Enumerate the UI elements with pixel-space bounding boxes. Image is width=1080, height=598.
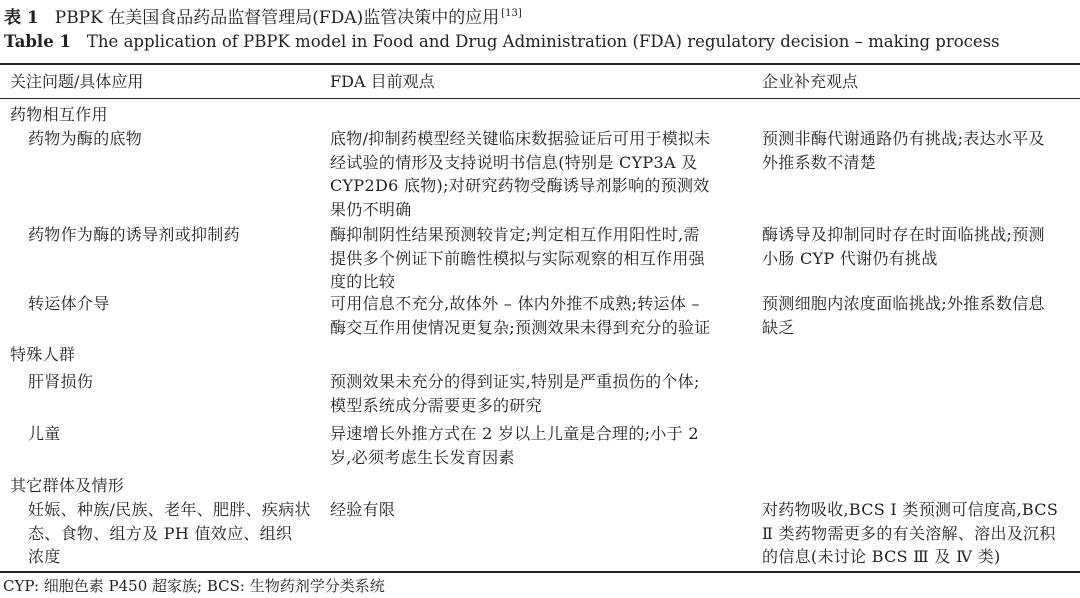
industry-line: 缺乏 bbox=[762, 317, 795, 337]
row-fda-view bbox=[330, 292, 750, 339]
row-fda-view bbox=[330, 370, 750, 417]
industry-line: Ⅱ 类药物需更多的有关溶解、溶出及沉积 bbox=[762, 523, 1056, 543]
industry-line: 预测细胞内浓度面临挑战;外推系数信息 bbox=[762, 294, 1045, 313]
table-caption-en bbox=[4, 30, 1000, 54]
fda-line: 模型系统成分需要更多的研究 bbox=[330, 395, 542, 415]
fda-line: 经验有限 bbox=[330, 500, 396, 519]
row-industry-view bbox=[762, 498, 1074, 569]
row-topic bbox=[28, 292, 110, 316]
row-fda-view bbox=[330, 498, 750, 522]
row-topic bbox=[28, 223, 240, 247]
row-topic bbox=[28, 498, 311, 569]
industry-line: 的信息(未讨论 BCS Ⅲ 及 Ⅳ 类) bbox=[762, 547, 1001, 566]
row-topic-line: 药物为酶的底物 bbox=[28, 129, 143, 148]
caption-en-label: Table 1 bbox=[4, 32, 71, 51]
fda-line: 酶交互作用使情况更复杂;预测效果未得到充分的验证 bbox=[330, 317, 711, 337]
row-topic bbox=[28, 370, 93, 394]
section-title: 其它群体及情形 bbox=[10, 476, 125, 495]
table-bottom-rule bbox=[0, 571, 1080, 573]
header-col-fda: FDA 目前观点 bbox=[330, 72, 435, 91]
fda-line: CYP2D6 底物);对研究药物受酶诱导剂影响的预测效 bbox=[330, 176, 710, 195]
caption-reference: [13] bbox=[501, 8, 522, 19]
header-col-industry: 企业补充观点 bbox=[762, 72, 859, 91]
fda-line: 底物/抑制药模型经关键临床数据验证后可用于模拟未 bbox=[330, 129, 711, 148]
fda-line: 预测效果未充分的得到证实,特别是严重损伤的个体; bbox=[330, 372, 700, 391]
industry-line: 外推系数不清楚 bbox=[762, 152, 877, 172]
fda-line: 果仍不明确 bbox=[330, 199, 412, 219]
fda-line: 可用信息不充分,故体外 – 体内外推不成熟;转运体 – bbox=[330, 294, 700, 313]
section-title: 药物相互作用 bbox=[10, 105, 108, 124]
row-topic-line: 转运体介导 bbox=[28, 294, 110, 313]
row-topic-line: 儿童 bbox=[28, 424, 61, 443]
header-col-topic: 关注问题/具体应用 bbox=[10, 72, 144, 91]
caption-cn-label: 表 1 bbox=[4, 8, 39, 28]
table-footnote: CYP: 细胞色素 P450 超家族; BCS: 生物药剂学分类系统 bbox=[3, 577, 385, 595]
fda-line: 岁,必须考虑生长发育因素 bbox=[330, 447, 515, 467]
industry-line: 小肠 CYP 代谢仍有挑战 bbox=[762, 248, 938, 268]
row-topic-line: 肝肾损伤 bbox=[28, 372, 94, 391]
row-fda-view bbox=[330, 127, 750, 221]
row-industry-view bbox=[762, 127, 1074, 174]
table-caption-cn bbox=[4, 2, 522, 30]
fda-line: 提供多个例证下前瞻性模拟与实际观察的相互作用强 bbox=[330, 248, 705, 268]
row-industry-view bbox=[762, 223, 1074, 270]
row-fda-view bbox=[330, 223, 750, 294]
row-topic-line: 态、食物、组方及 PH 值效应、组织 bbox=[28, 523, 293, 543]
caption-en-title: The application of PBPK model in Food and Drug Administration (FDA) regulatory decision – making process bbox=[86, 32, 1000, 51]
industry-line: 对药物吸收,BCS Ⅰ 类预测可信度高,BCS bbox=[762, 500, 1059, 519]
fda-line: 度的比较 bbox=[330, 272, 396, 291]
fda-line: 酶抑制阴性结果预测较肯定;判定相互作用阳性时,需 bbox=[330, 225, 700, 244]
industry-line: 预测非酶代谢通路仍有挑战;表达水平及 bbox=[762, 129, 1045, 148]
industry-line: 酶诱导及抑制同时存在时面临挑战;预测 bbox=[762, 225, 1045, 244]
row-industry-view bbox=[762, 292, 1074, 339]
caption-cn-title: PBPK 在美国食品药品监督管理局(FDA)监管决策中的应用 bbox=[54, 8, 500, 28]
row-topic-line: 妊娠、种族/民族、老年、肥胖、疾病状 bbox=[28, 500, 311, 519]
fda-line: 经试验的情形及支持说明书信息(特别是 CYP3A 及 bbox=[330, 152, 698, 172]
table-header-rule bbox=[0, 98, 1080, 99]
row-fda-view bbox=[330, 422, 750, 469]
fda-line: 异速增长外推方式在 2 岁以上儿童是合理的;小于 2 bbox=[330, 424, 699, 443]
row-topic bbox=[28, 422, 61, 446]
section-title: 特殊人群 bbox=[10, 345, 76, 364]
row-topic bbox=[28, 127, 142, 151]
row-topic-line: 浓度 bbox=[28, 547, 61, 566]
row-topic-line: 药物作为酶的诱导剂或抑制药 bbox=[28, 225, 240, 244]
table-top-rule bbox=[0, 63, 1080, 65]
